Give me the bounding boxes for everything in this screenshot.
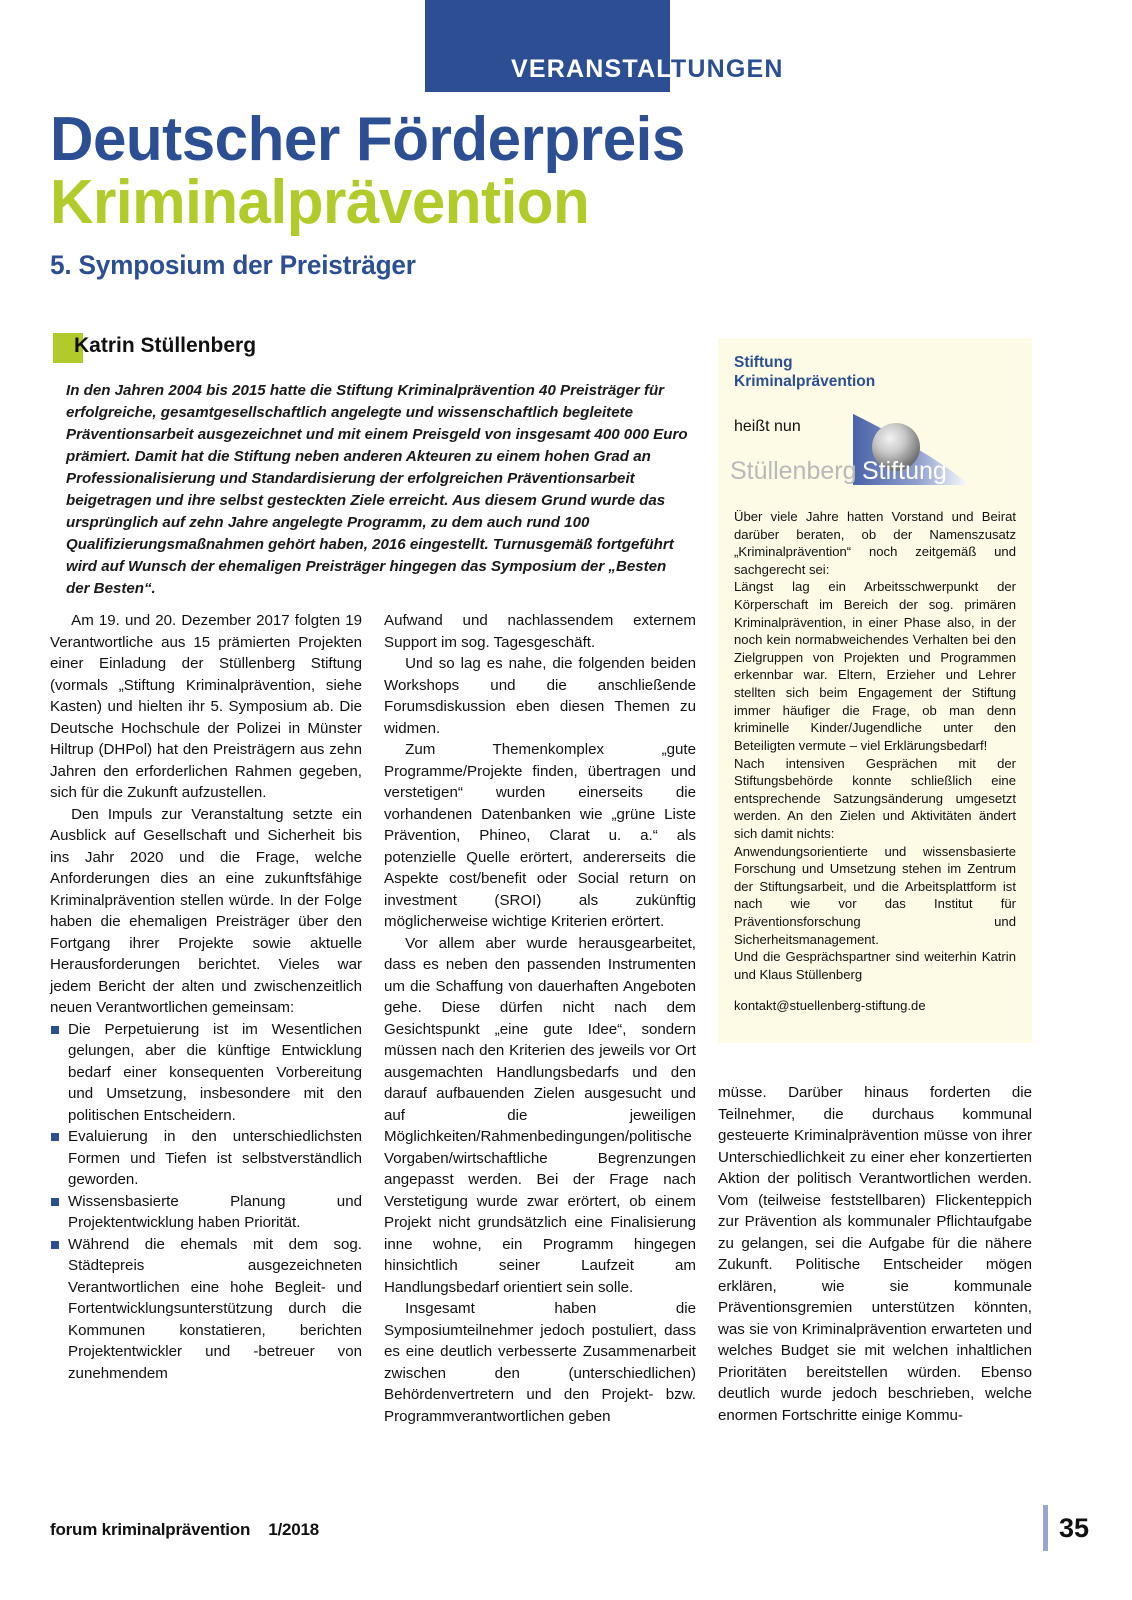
title-line-1: Deutscher Förderpreis	[50, 105, 685, 174]
paragraph: Längst lag ein Arbeitsschwerpunkt der Körperschaft im Bereich der sog. primären Kriminalprävention, in einer Phase also, in der noch kein normabweichendes Verhalten bei den Zielgruppen von Projekten und Programmen erkennbar war. Eltern, Erzieher und Lehrer stellten sich beim Engagement der Stiftung immer häufiger die Frage, ob man denn kriminelle Kinder/Jugendliche unter den Beteiligten vermute – viel Erklärungsbedarf!	[734, 579, 1016, 753]
sidebar-title-line-1: Stiftung	[734, 354, 793, 371]
publication-name: forum kriminalprävention	[50, 1520, 251, 1539]
paragraph: Aufwand und nachlassendem externem Support im sog. Tagesgeschäft.	[384, 612, 696, 651]
list-item: Evaluierung in den unterschiedlichsten Formen und Tiefen ist selbstverständlich geworden.	[50, 1126, 362, 1191]
paragraph: Über viele Jahre hatten Vorstand und Beirat darüber beraten, ob der Namenszusatz „Kriminalprävention“ noch zeitgemäß und sachgerecht sei:	[734, 509, 1016, 577]
footer	[50, 1520, 319, 1540]
page-number: 35	[1059, 1513, 1090, 1543]
findings-list	[50, 1019, 362, 1385]
paragraph: Vor allem aber wurde herausgearbeitet, dass es neben den passenden Instrumenten um die Schaffung von dauerhaften Angeboten gehe. Diese dürfen nicht nach dem Gesichtspunkt „eine gute Idee“, sondern müssen nach den Kriterien des jeweils vor Ort ausgemachten Handlungsbedarfs und den darauf aufbauenden Zielen ausgesucht und auf die jeweiligen Möglichkeiten/Rahmenbedingungen/politische Vorgaben/wirtschaftliche Begrenzungen angepasst werden. Bei der Frage nach Verstetigung wurde zwar erörtert, ob einem Projekt nicht grundsätzlich eine Finalisierung inne wohne, ein Programm hingegen hinsichtlich seiner Laufzeit am Handlungsbedarf orientiert sein solle.	[384, 934, 696, 1296]
paragraph: müsse. Darüber hinaus forderten die Teilnehmer, die durchaus kommunal gesteuerte Kriminalprävention müsse von ihrer Unterschiedlichkeit zu einer eher konzertierten Aktion der politisch Verantwortlichen werden. Vom (teilweise feststellbaren) Flickenteppich zur Prävention als kommunaler Pflichtaufgabe zu gelangen, sei die Aufgabe für die nähere Zukunft. Politische Entscheider mögen erklären, wie sie kommunale Präventionsgremien unterstützen könnten, was sie von Kriminalprävention erwarteten und welches Budget sie mit welchen inhaltlichen Prioritäten bereitstellen würden. Ebenso deutlich wurde jedoch beschrieben, welche enormen Fortschritte einige Kommu-	[718, 1084, 1032, 1424]
list-item: Wissensbasierte Planung und Projektentwicklung haben Priorität.	[50, 1191, 362, 1234]
stuellenberg-stiftung-logo	[720, 406, 1032, 496]
body-column-2	[384, 610, 696, 1427]
section-kicker	[0, 57, 1132, 82]
title-line-2: Kriminalprävention	[50, 168, 590, 238]
sidebar-infobox	[718, 338, 1032, 1043]
sidebar-heisst-nun-label: heißt nun	[734, 418, 801, 435]
abstract-text: In den Jahren 2004 bis 2015 hatte die Stiftung Kriminalprävention 40 Preisträger für erfolgreiche, gesamtgesellschaftlich angelegte und wissenschaftlich begleitete Präventionsarbeit ausgezeichnet und mit einem Preisgeld von insgesamt 400 000 Euro prämiert. Damit hat die Stiftung neben anderen Akteuren zu einem hohen Grad an Professionalisierung und Standardisierung der erfolgreichen Präventionsarbeit beigetragen und ihre selbst gesteckten Ziele erreicht. Aus diesem Grund wurde das ursprünglich auf zehn Jahre angelegte Programm, zu dem auch rund 100 Qualifizierungsmaßnahmen gehört haben, 2016 eingestellt. Turnusgemäß fortgeführt wird auf Wunsch der ehemaligen Preisträger hingegen das Symposium der „Besten der Besten“.	[66, 382, 688, 597]
paragraph: Zum Themenkomplex „gute Programme/Projekte finden, übertragen und verstetigen“ wurden einerseits die vorhandenen Datenbanken wie „grüne Liste Prävention, Phineo, Clarat u. a.“ als potenzielle Quelle erörtert, andererseits die Aspekte cost/benefit oder Social return on investment (SROI) als zukünftig möglicherweise wichtige Kriterien erörtert.	[384, 741, 696, 930]
paragraph: Anwendungsorientierte und wissensbasierte Forschung und Umsetzung stehen im Zentrum der Stiftungsarbeit, und die Arbeitsplattform ist nach wie vor das Institut für Präventionsforschung und Sicherheitsmanagement.	[734, 843, 1016, 947]
body-column-3	[718, 1082, 1032, 1426]
paragraph: Den Impuls zur Veranstaltung setzte ein Ausblick auf Gesellschaft und Sicherheit bis ins Jahr 2020 und die Frage, welche Anforderungen dies an eine zukunftsfähige Kriminalprävention stellen würde. In der Folge haben die ehemaligen Preisträger über den Fortgang ihrer Projekte sowie aktuelle Herausforderungen berichtet. Vieles war jedem Bericht der alten und zwischenzeitlich neuen Verantwortlichen gemeinsam:	[50, 805, 362, 1016]
logo-word-stuellenberg: Stüllenberg	[730, 457, 857, 485]
list-item: Während die ehemals mit dem sog. Städtepreis ausgezeichneten Verantwortlichen eine hohe Begleit- und Fortentwicklungsunterstützung durch die Kommunen konstatieren, berichten Projektentwickler und -betreuer von zunehmendem	[50, 1234, 362, 1385]
author-name: Katrin Stüllenberg	[74, 334, 257, 357]
section-kicker-inside: VERANSTAL	[511, 55, 671, 83]
sidebar-body	[734, 508, 1016, 983]
page-title	[50, 105, 1090, 281]
paragraph: Nach intensiven Gesprächen mit der Stiftungsbehörde konnte schließlich eine entsprechende Satzungsänderung umgesetzt werden. An den Zielen und Aktivitäten ändert sich damit nichts:	[734, 755, 1016, 841]
paragraph: Und so lag es nahe, die folgenden beiden Workshops und die anschließende Forumsdiskussion eben diesen Themen zu widmen.	[384, 655, 696, 737]
page-subtitle: 5. Symposium der Preisträger	[50, 250, 416, 281]
section-kicker-outside: TUNGEN	[670, 55, 784, 83]
contact-email[interactable]: kontakt@stuellenberg-stiftung.de	[734, 998, 926, 1013]
paragraph: Und die Gesprächspartner sind weiterhin Katrin und Klaus Stüllenberg	[734, 949, 1016, 982]
byline	[50, 333, 710, 359]
footer-divider	[1043, 1505, 1048, 1551]
logo-word-stiftung: Stiftung	[862, 457, 947, 485]
sidebar-title-line-2: Kriminalprävention	[734, 372, 876, 390]
issue-number: 1/2018	[268, 1520, 319, 1539]
body-column-1	[50, 610, 362, 1384]
sidebar-title	[734, 354, 1016, 392]
paragraph: Am 19. und 20. Dezember 2017 folgten 19 Verantwortliche aus 15 prämierten Projekten einer Einladung der Stüllenberg Stiftung (vormals „Stiftung Kriminalprävention, siehe Kasten) und hielten ihr 5. Symposium ab. Die Deutsche Hochschule der Polizei in Münster Hiltrup (DHPol) hat den Preisträgern aus zehn Jahren den erforderlichen Rahmen gegeben, sich für die Zukunft aufzustellen.	[50, 612, 362, 801]
paragraph: Insgesamt haben die Symposiumteilnehmer jedoch postuliert, dass es eine deutlich verbesserte Zusammenarbeit zwischen den (unterschiedlichen) Behördenvertretern und den Projekt- bzw. Programmverantwortlichen geben	[384, 1300, 696, 1425]
list-item: Die Perpetuierung ist im Wesentlichen gelungen, aber die künftige Entwicklung bedarf einer konsequenten Vorbereitung und Umsetzung, insbesondere mit den politischen Entscheidern.	[50, 1019, 362, 1127]
